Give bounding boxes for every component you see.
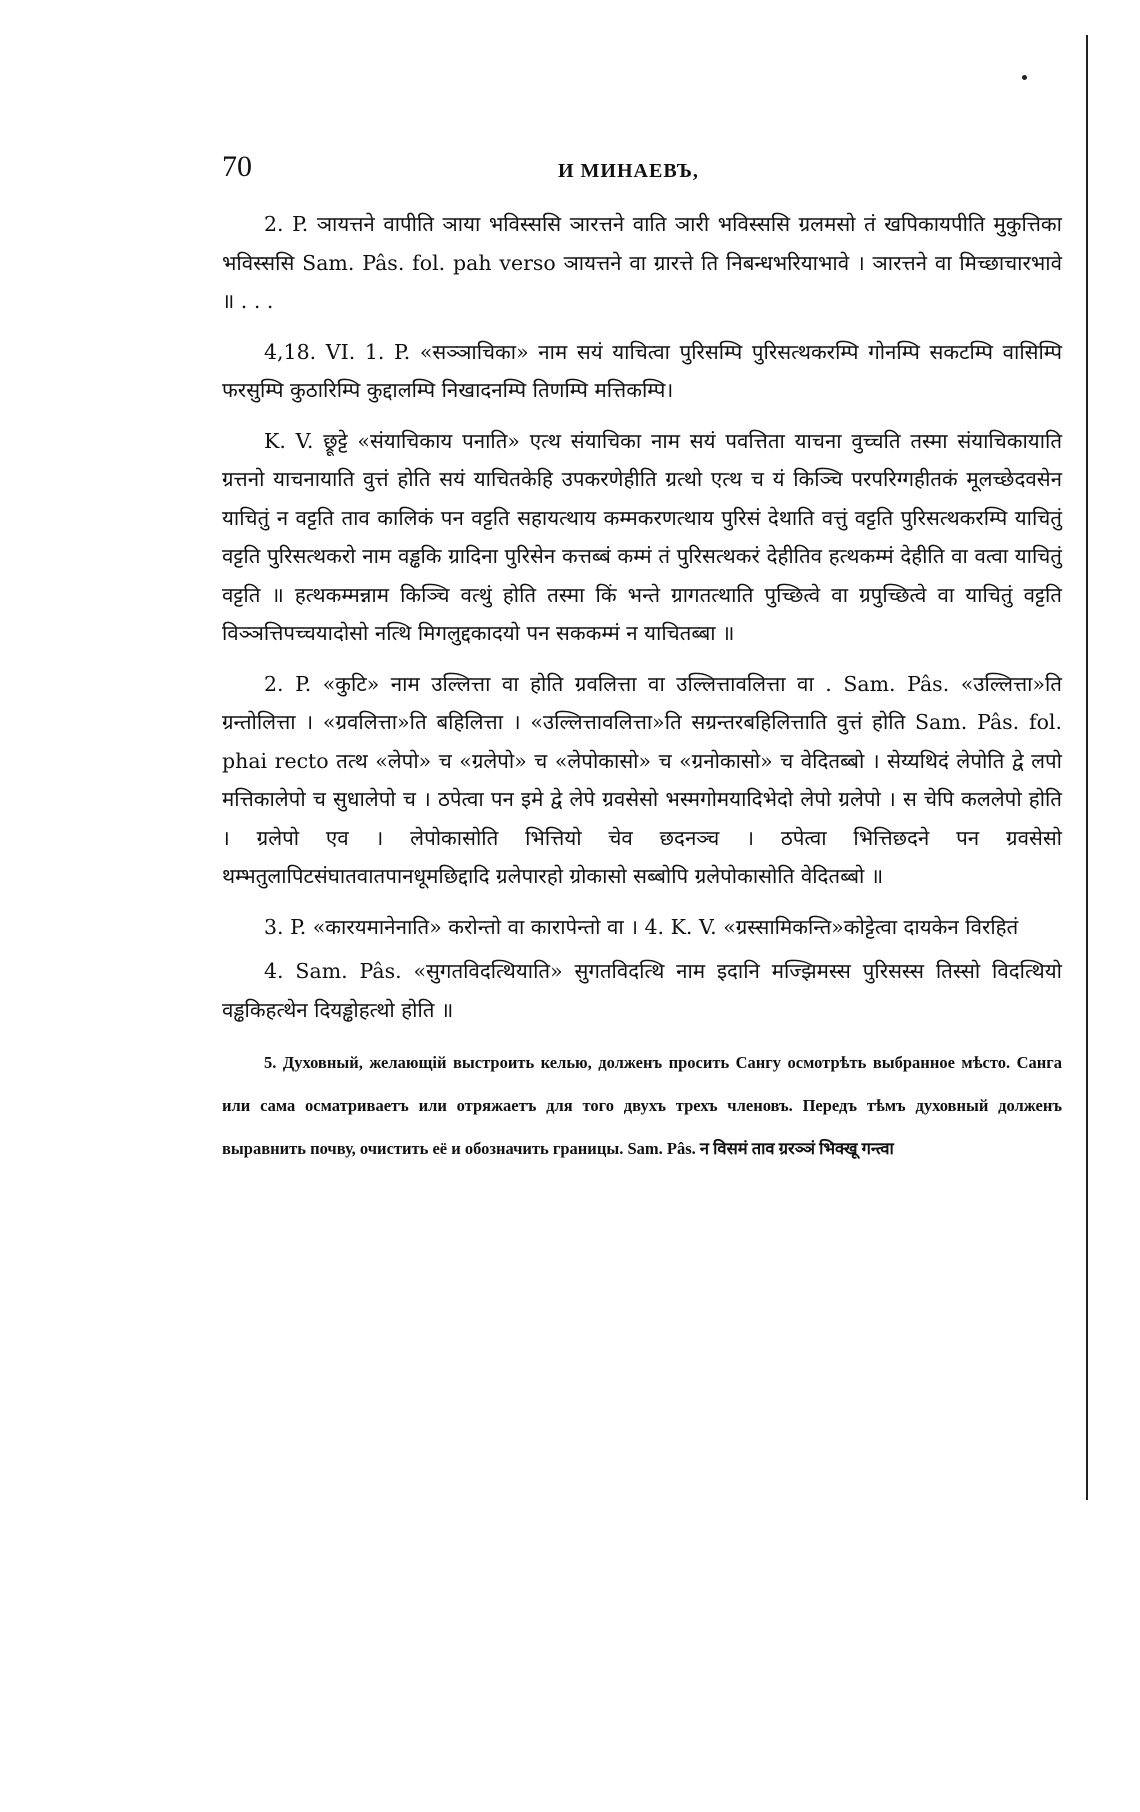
paragraph-2: 4,18. VI. 1. P. «सञ्ञाचिका» नाम सयं याचित्वा पुरिसम्पि पुरिसत्थकरम्पि गोनम्पि सकटम्पि वासिम्पि फरसुम्पि कुठारिम्पि कुद्दालम्पि निखादनम्पि तिणम्पि मत्तिकम्पि।: [222, 339, 1062, 402]
margin-speck: [1022, 75, 1027, 80]
paragraph-3: K. V. छ्रूट्टे «संयाचिकाय पनाति» एत्थ संयाचिका नाम सयं पवत्तिता याचना वुच्चति तस्मा संयाचिकायाति ग्रत्तनो याचनायाति वुत्तं होति सयं याचितकेहि उपकरणेहीति ग्रत्थो एत्थ च यं किञ्चि परपरिग्गहीतकं मूलच्छेदवसेन याचितुं न वट्टति ताव कालिकं पन वट्टति सहायत्थाय कम्मकरणत्थाय पुरिसं देथाति वत्तुं वट्टति पुरिसत्थकरम्पि याचितुं वट्टति पुरिसत्थकरो नाम वड्ढकि ग्रादिना पुरिसेन कत्तब्बं कम्मं तं पुरिसत्थकरं देहीतिव हत्थकम्मं देहीति वा वत्वा याचितुं वट्टति ॥ हत्थकम्मन्नाम किञ्चि वत्थुं होति तस्मा किं भन्ते ग्रागतत्थाति पुच्छित्वे वा ग्रपुच्छित्वे वा याचितुं वट्टति विञ्ञत्तिपच्चयादोसो नत्थि मिगलुद्दकादयो पन सककम्मं न याचितब्बा ॥: [222, 428, 1062, 645]
paragraph-6: 4. Sam. Pâs. «सुगतविदत्थियाति» सुगतविदत्थि नाम इदानि मज्झिमस्स पुरिसस्स तिस्सो विदत्थियो वड्ढकिहत्थेन दियड्ढोहत्थो होति ॥: [222, 959, 1062, 1022]
paragraph-4: 2. P. «कुटि» नाम उल्लित्ता वा होति ग्रवलित्ता वा उल्लित्तावलित्ता वा . Sam. Pâs. «उल्लित्ता»ति ग्रन्तोलित्ता । «ग्रवलित्ता»ति बहिलित्ता । «उल्लित्तावलित्ता»ति सग्रन्तरबहिलित्ताति वुत्तं होति Sam. Pâs. fol. phai recto तत्थ «लेपो» च «ग्रलेपो» च «लेपोकासो» च «ग्रनोकासो» च वेदितब्बो । सेय्यथिदं लेपोति द्वे लपो मत्तिकालेपो च सुधालेपो च । ठपेत्वा पन इमे द्वे लेपे ग्रवसेसो भस्मगोमयादिभेदो लेपो ग्रलेपो । स चेपि कललेपो होति । ग्रलेपो एव । लेपोकासोति भित्तियो चेव छदनञ्च । ठपेत्वा भित्तिछदने पन ग्रवसेसो थम्भतुलापिटसंघातवातपानधूमछिद्दादि ग्रलेपारहो ग्रोकासो सब्बोपि ग्रलेपोकासोति वेदितब्बो ॥: [222, 671, 1062, 888]
page-number: 70: [222, 150, 252, 183]
paragraph-5: 3. P. «कारयमानेनाति» करोन्तो वा कारापेन्तो वा । 4. K. V. «ग्रस्सामिकन्ति»कोट्टेत्वा दायकेन विरहितं: [264, 914, 1019, 939]
paragraph-1: 2. P. ञायत्तने वापीति ञाया भविस्ससि ञारत्तने वाति ञारी भविस्ससि ग्रलमसो तं खपिकायपीति मुकुत्तिका भविस्ससि Sam. Pâs. fol. pah verso ञायत्तने वा ग्रारत्ते ति निबन्धभरियाभावे । ञारत्तने वा मिच्छाचारभावे ॥ . . .: [222, 212, 1062, 313]
running-title: И МИНАЕВЪ,: [558, 160, 699, 182]
right-edge-line: [1086, 35, 1088, 1500]
page-body: [222, 205, 1062, 1182]
paragraph-7-russian: 5. Духовный, желающій выстроить келью, долженъ просить Сангу осмотрѣть выбранное мѣсто. Санга или сама осматриваетъ или отряжаетъ для того двухъ трехъ членовъ. Передъ тѣмъ духовный долженъ выравнить почву, очистить её и обозначить границы. Sam. Pâs. न विसमं ताव ग्ररञ्ञं भिक्खू गन्त्वा: [222, 1053, 1062, 1158]
